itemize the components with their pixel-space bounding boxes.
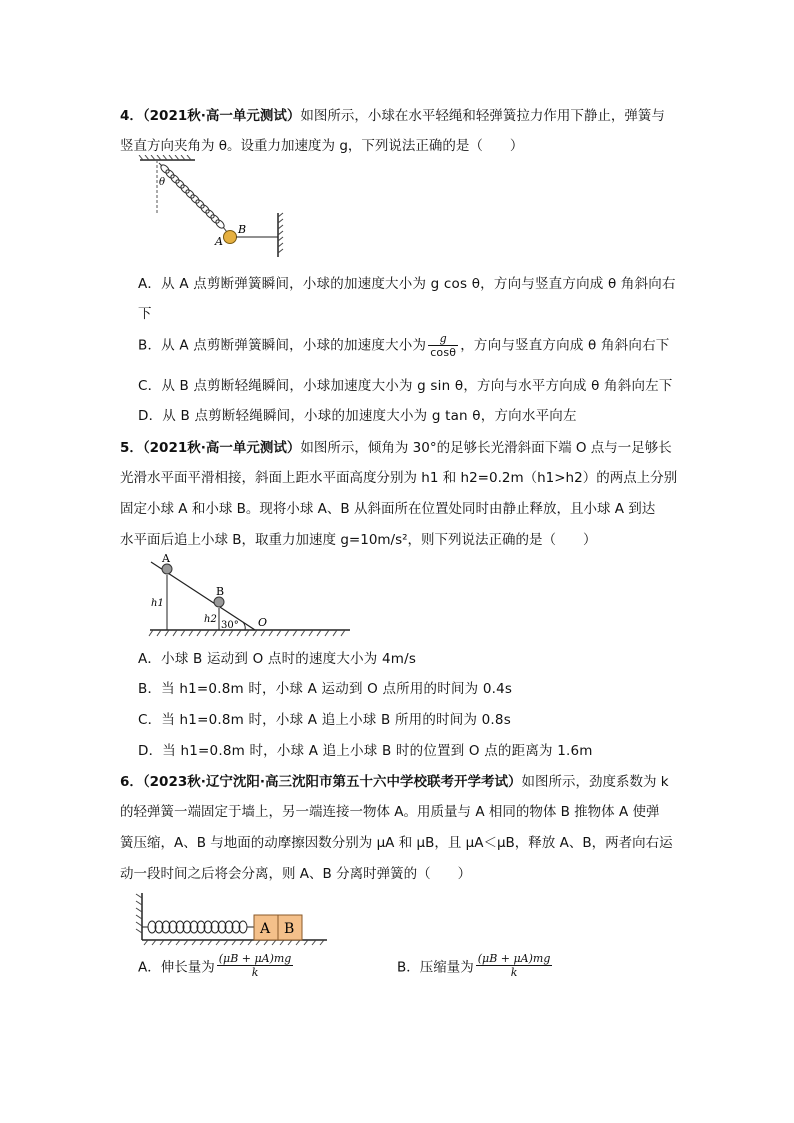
fraction-numerator: (μB + μA)mg: [477, 952, 551, 965]
question-4-number: 4．: [120, 108, 143, 124]
question-6-number: 6．: [120, 774, 143, 790]
question-6-line-1: [120, 770, 669, 790]
point-a-label: A: [215, 235, 223, 248]
fraction-denominator: k: [251, 966, 259, 979]
point-b-label: B: [238, 223, 247, 236]
question-4-source: （2021秋·高一单元测试）: [142, 108, 301, 124]
question-6-text-1: 如图所示，劲度系数为 k: [521, 774, 669, 790]
q5-option-a: A．小球 B 运动到 O 点时的速度大小为 4m/s: [138, 651, 417, 667]
fraction-numerator: g: [428, 332, 458, 346]
q4-option-b-suffix: ，方向与竖直方向成 θ 角斜向右下: [460, 337, 670, 354]
question-5-line-4: 水平面后追上小球 B，取重力加速度 g=10m/s²，则下列说法正确的是（ ）: [120, 532, 597, 548]
q6-option-b-fraction: [476, 952, 553, 979]
question-5-figure: [145, 552, 355, 640]
point-o-label: O: [258, 616, 268, 629]
fraction-numerator: (μB + μA)mg: [218, 952, 292, 965]
q6-option-b: [397, 952, 554, 979]
q4-option-b-fraction: [428, 332, 458, 359]
q4-option-c: C．从 B 点剪断轻绳瞬间，小球加速度大小为 g sin θ，方向与水平方向成 θ 角斜向左下: [138, 378, 673, 394]
question-6-figure: [130, 888, 330, 946]
ball-b-label: B: [216, 585, 225, 598]
question-6-line-3: 簧压缩，A、B 与地面的动摩擦因数分别为 μA 和 μB，且 μA＜μB，释放 A、B，两者向右运: [120, 835, 673, 851]
question-4-line-1: [120, 104, 665, 124]
question-6-source: （2023秋·辽宁沈阳·高三沈阳市第五十六中学校联考开学考试）: [142, 774, 522, 790]
q4-option-b-prefix: B．从 A 点剪断弹簧瞬间，小球的加速度大小为: [138, 337, 427, 354]
block-a-label: A: [260, 921, 271, 937]
question-5-source: （2021秋·高一单元测试）: [142, 440, 301, 456]
q5-option-d: D．当 h1=0.8m 时，小球 A 追上小球 B 时的位置到 O 点的距离为 1.6m: [138, 743, 593, 759]
question-5-line-3: 固定小球 A 和小球 B。现将小球 A、B 从斜面所在位置处同时由静止释放，且小球 A 到达: [120, 501, 656, 517]
q6-option-b-prefix: B．压缩量为: [397, 959, 474, 976]
h1-label: h1: [151, 598, 164, 609]
question-6-line-4: 动一段时间之后将会分离，则 A、B 分离时弹簧的（ ）: [120, 866, 472, 882]
q4-option-a-line-1: A．从 A 点剪断弹簧瞬间，小球的加速度大小为 g cos θ，方向与竖直方向成 θ 角斜向右: [138, 276, 676, 292]
q5-option-b: B．当 h1=0.8m 时，小球 A 运动到 O 点所用的时间为 0.4s: [138, 681, 513, 697]
q4-option-d: D．从 B 点剪断轻绳瞬间，小球的加速度大小为 g tan θ，方向水平向左: [138, 408, 577, 424]
question-5-line-2: 光滑水平面平滑相接，斜面上距水平面高度分别为 h1 和 h2=0.2m（h1>h2）的两点上分别: [120, 470, 678, 486]
q6-option-a-fraction: [217, 952, 294, 979]
q5-option-c: C．当 h1=0.8m 时，小球 A 追上小球 B 所用的时间为 0.8s: [138, 712, 511, 728]
angle-label: 30°: [221, 620, 239, 631]
h2-label: h2: [204, 614, 217, 625]
question-4-line-2: 竖直方向夹角为 θ。设重力加速度为 g，下列说法正确的是（ ）: [120, 138, 524, 154]
question-5-line-1: [120, 436, 672, 456]
question-5-text-1: 如图所示，倾角为 30°的足够长光滑斜面下端 O 点与一足够长: [300, 440, 672, 456]
ball-a-label: A: [162, 552, 170, 565]
question-5-number: 5．: [120, 440, 143, 456]
fraction-denominator: cosθ: [430, 346, 457, 359]
q6-option-a: [138, 952, 295, 979]
q4-option-b: [138, 332, 669, 359]
q4-option-a-line-2: 下: [138, 306, 152, 322]
question-4-figure: [135, 155, 295, 265]
fraction-denominator: k: [510, 966, 518, 979]
theta-label: θ: [159, 177, 166, 188]
question-4-text-1: 如图所示，小球在水平轻绳和轻弹簧拉力作用下静止，弹簧与: [300, 108, 665, 124]
question-6-line-2: 的轻弹簧一端固定于墙上，另一端连接一物体 A。用质量与 A 相同的物体 B 推物体 A 使弹: [120, 804, 660, 820]
q6-option-a-prefix: A．伸长量为: [138, 959, 215, 976]
block-b-label: B: [284, 921, 295, 937]
